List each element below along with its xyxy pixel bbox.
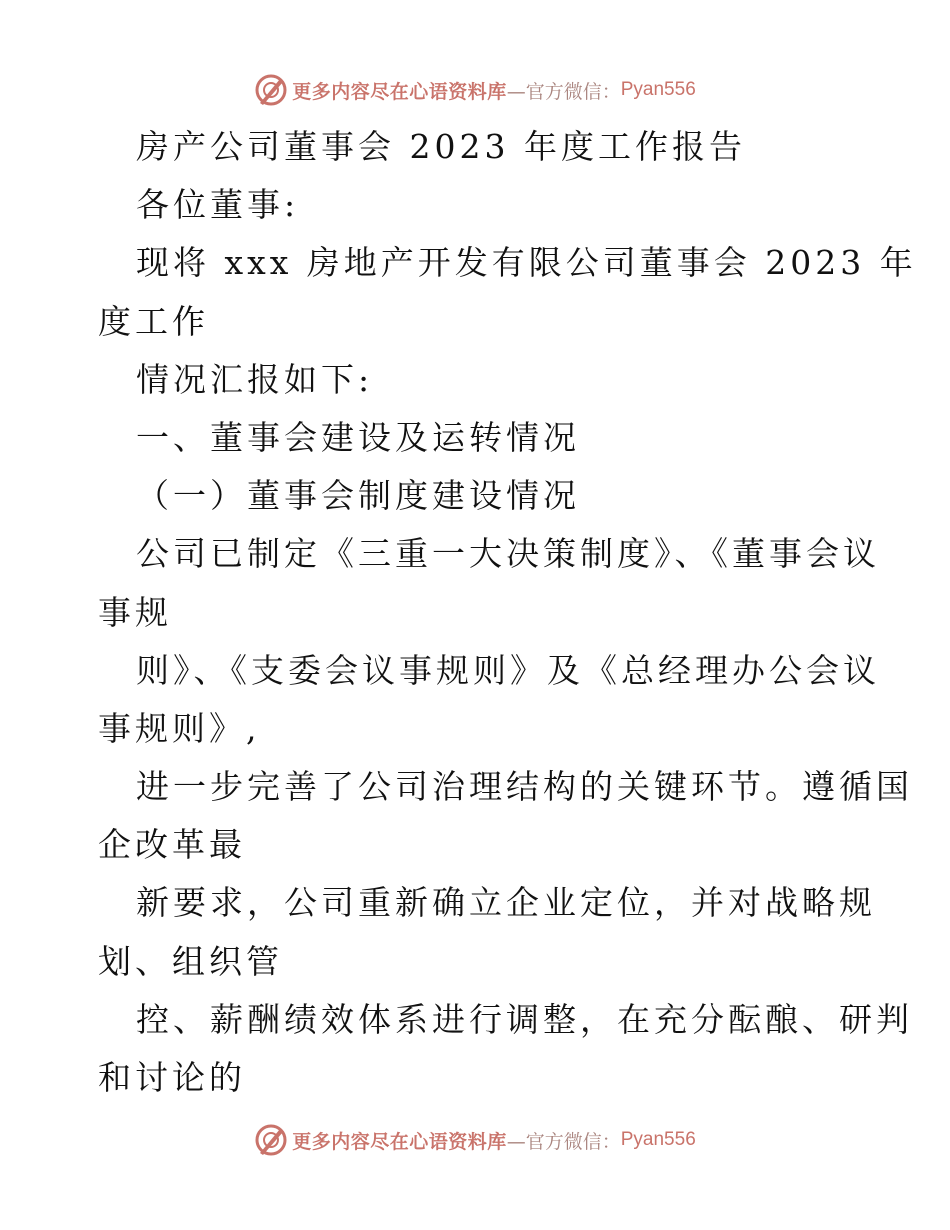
document-line: 进一步完善了公司治理结构的关键环节。遵循国 [136,767,913,807]
watermark-main-text: 更多内容尽在心语资料库 [292,80,507,103]
watermark-id-text: Pyan556 [620,1129,696,1150]
document-line: 一、董事会建设及运转情况 [136,417,580,457]
document-line: 控、薪酬绩效体系进行调整，在充分酝酿、研判 [136,999,913,1039]
document-line: 企改革最 [98,825,246,865]
document-line: 新要求，公司重新确立企业定位，并对战略规 [136,883,876,923]
pen-logo-icon [254,1123,288,1157]
watermark-sub-text: —官方微信： [506,80,621,103]
document-line: 各位董事: [136,185,300,225]
document-line: 度工作 [98,301,209,341]
document-line: 房产公司董事会 2023 年度工作报告 [136,127,746,166]
watermark-main-text: 更多内容尽在心语资料库 [292,1130,507,1153]
document-line: 事规则》, [98,708,261,748]
watermark-sub-text: —官方微信： [506,1130,621,1153]
document-line: （一）董事会制度建设情况 [136,476,580,516]
header-watermark [0,70,950,110]
footer-watermark [0,1120,950,1160]
document-line: 现将 xxx 房地产开发有限公司董事会 2023 年 [136,243,917,283]
document-line: 和讨论的 [98,1058,246,1097]
document-line: 情况汇报如下: [136,359,374,399]
document-line: 事规 [98,592,172,632]
document-body [98,118,917,1107]
document-line: 划、组织管 [98,941,283,981]
watermark-id-text: Pyan556 [620,79,696,100]
document-line: 公司已制定《三重一大决策制度》、《董事会议 [136,534,880,574]
pen-logo-icon [254,73,288,107]
document-line: 则》、《支委会议事规则》及《总经理办公会议 [136,650,880,690]
